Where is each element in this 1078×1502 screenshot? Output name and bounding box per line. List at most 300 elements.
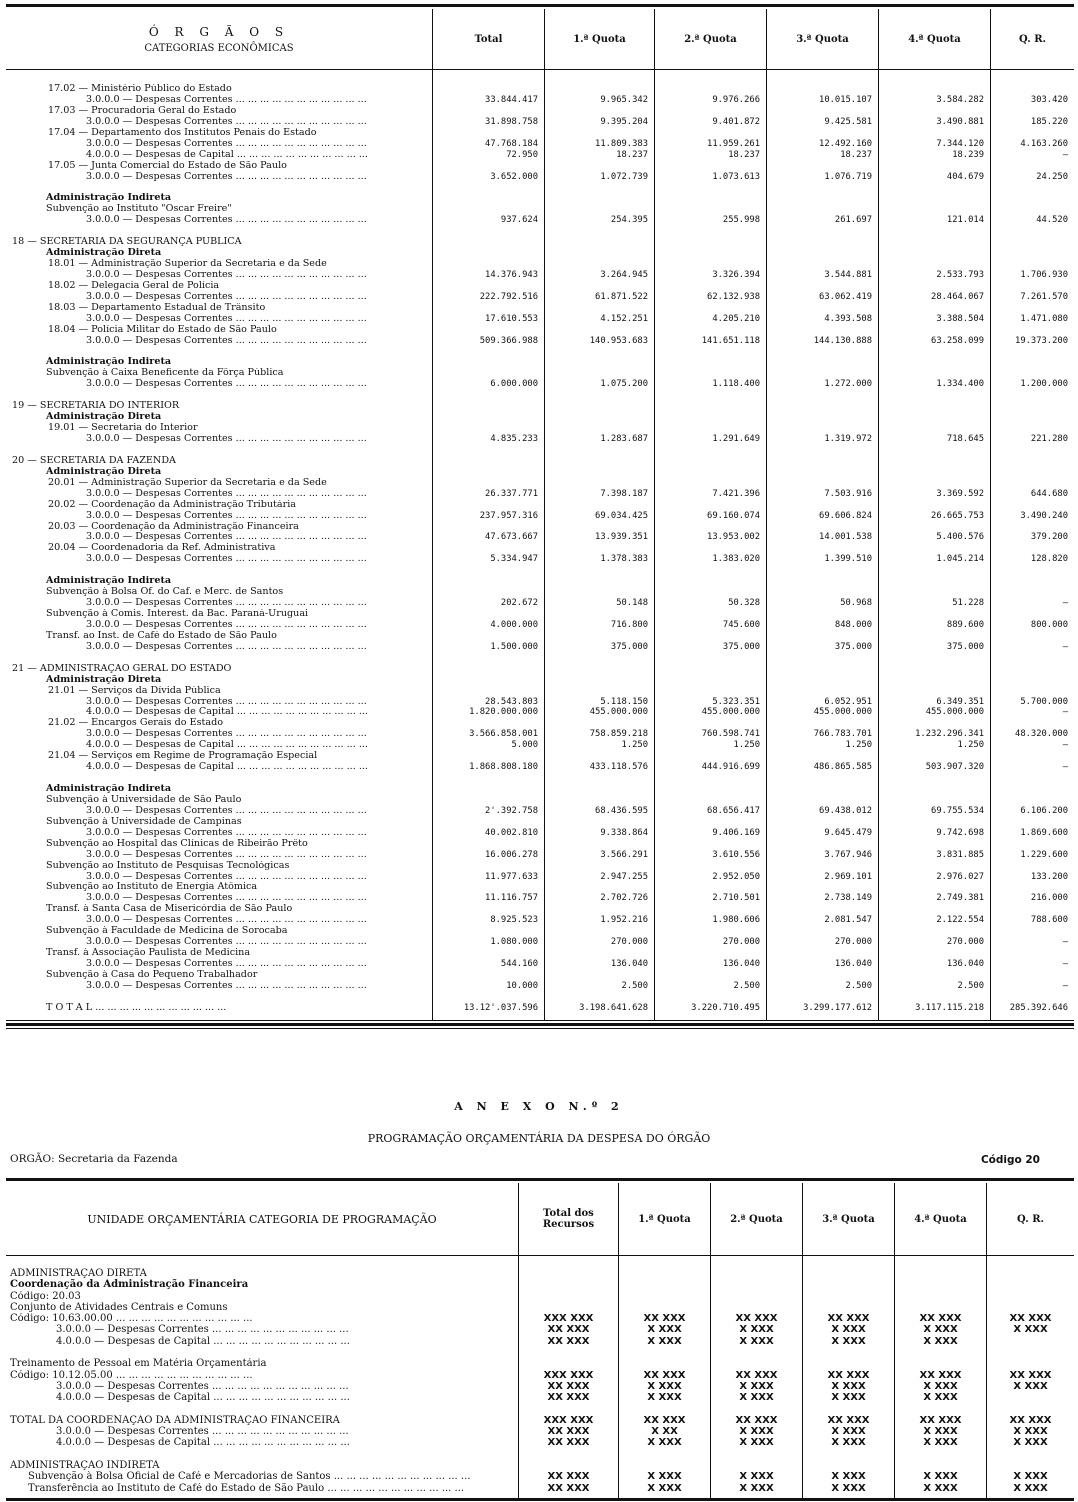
row-label	[6, 84, 432, 95]
program-value-cell: X XXX	[739, 1471, 774, 1483]
value-cell	[767, 248, 878, 259]
row-label	[6, 357, 432, 368]
value-cell	[655, 456, 766, 467]
leader-dots	[233, 697, 367, 707]
value-cell: 455.000.000	[925, 707, 984, 718]
program-row-label	[6, 1460, 518, 1471]
row-label	[6, 653, 432, 664]
program-value-cell: X XXX	[923, 1380, 958, 1392]
value-cell	[767, 861, 878, 872]
value-cell	[433, 182, 544, 193]
program-row-label	[6, 1268, 518, 1279]
value-cell	[767, 718, 878, 729]
value-cell: 9.742.698	[936, 827, 984, 838]
row-label	[6, 981, 432, 992]
value-cell	[433, 500, 544, 511]
value-cell: 28.543.803	[485, 696, 538, 707]
program-value-cell	[619, 1404, 710, 1415]
value-cell	[433, 817, 544, 828]
value-cell	[991, 445, 1074, 456]
value-cell	[655, 784, 766, 795]
value-cell: 5.000	[511, 740, 538, 751]
value-cell: —	[1062, 149, 1068, 160]
value-cell: 1.250	[733, 740, 760, 751]
value-cell	[655, 904, 766, 915]
value-cell	[991, 401, 1074, 412]
value-cell: 889.600	[946, 619, 984, 630]
row-label-text: Subvenção à Universidade de São Paulo	[46, 794, 242, 805]
row-label-text: 4.0.0.0 — Despesas de Capital	[86, 707, 234, 718]
row-label-text: 3.0.0.0 — Despesas Correntes	[86, 937, 233, 948]
value-cell	[655, 204, 766, 215]
value-cell: 375.000	[946, 641, 984, 652]
value-cell	[767, 281, 878, 292]
value-cell	[655, 576, 766, 587]
program-value-cell	[519, 1291, 618, 1302]
row-label-text: Subvenção à Comis. Interest. da Bac. Paraná-Uruguai	[46, 609, 309, 619]
row-label	[6, 500, 432, 511]
row-label	[6, 828, 432, 839]
value-cell	[545, 500, 654, 511]
value-cell: 455.000.000	[813, 707, 872, 718]
value-cell: 69.606.824	[819, 510, 872, 521]
row-label-text: 4.0.0.0 — Despesas de Capital	[86, 149, 234, 160]
value-cell: 1.250	[845, 740, 872, 751]
value-cell: 9.406.169	[712, 827, 760, 838]
program-row-label	[6, 1336, 518, 1347]
program-row-label	[6, 1302, 518, 1313]
value-cell: 221.280	[1030, 434, 1068, 444]
value-cell: 136.040	[610, 959, 648, 969]
leader-dots	[209, 1324, 349, 1335]
row-label-text: Subvenção ao Instituto de Energia Atômica	[46, 882, 258, 893]
column2-qr	[986, 1256, 1074, 1498]
program-value-cell: XX XXX	[1009, 1369, 1052, 1381]
row-label-text: 3.0.0.0 — Despesas Correntes	[86, 215, 233, 226]
value-cell	[767, 784, 878, 795]
value-cell	[655, 773, 766, 784]
value-cell	[879, 795, 990, 806]
value-cell: 1.250	[621, 740, 648, 751]
value-cell: 1.272.000	[824, 379, 872, 390]
row-label	[6, 281, 432, 292]
value-cell: 11.116.757	[485, 893, 538, 904]
value-cell: 13.953.002	[707, 532, 760, 543]
value-cell: 1.232.296.341	[915, 729, 984, 740]
leader-dots	[324, 1483, 464, 1494]
value-cell: 3.388.504	[936, 313, 984, 324]
value-cell	[545, 653, 654, 664]
value-cell	[545, 718, 654, 729]
program-row-label	[6, 1279, 518, 1290]
value-cell	[767, 565, 878, 576]
value-cell: 644.680	[1030, 488, 1068, 499]
row-label	[6, 686, 432, 697]
value-cell: 61.871.522	[595, 291, 648, 302]
value-cell: 13.939.351	[595, 532, 648, 543]
program-row-text: TOTAL DA COORDENAÇÃO DA ADMINISTRAÇÃO FINANCEIRA	[10, 1414, 340, 1426]
program-value-cell	[519, 1358, 618, 1369]
row-label	[6, 532, 432, 543]
value-cell	[545, 587, 654, 598]
annex-subtitle: PROGRAMAÇÃO ORÇAMENTÁRIA DA DESPESA DO ÓRGÃO	[367, 1132, 711, 1145]
value-cell	[545, 817, 654, 828]
value-cell: 24.250	[1036, 171, 1068, 182]
program-value-cell: X XXX	[831, 1426, 866, 1438]
value-cell	[879, 347, 990, 358]
row-label-text: 3.0.0.0 — Despesas Correntes	[86, 313, 233, 324]
value-cell: 10.015.107	[819, 94, 872, 105]
program-value-cell: X XXX	[647, 1392, 682, 1404]
row-label-text: 19.01 — Secretaria do Interior	[48, 423, 198, 434]
value-cell	[433, 784, 544, 795]
value-cell	[433, 357, 544, 368]
value-cell	[655, 522, 766, 533]
program-value-cell	[987, 1347, 1074, 1358]
value-cell	[545, 992, 654, 1003]
leader-dots	[233, 379, 367, 389]
value-cell	[545, 193, 654, 204]
program-value-cell: X XXX	[739, 1426, 774, 1438]
value-cell	[767, 675, 878, 686]
value-cell	[991, 84, 1074, 95]
row-label	[6, 336, 432, 347]
row-label	[6, 576, 432, 587]
value-cell	[879, 445, 990, 456]
row-label	[6, 817, 432, 828]
program-value-cell: X XXX	[831, 1437, 866, 1449]
program-value-cell: X XXX	[1013, 1324, 1048, 1336]
value-cell	[767, 839, 878, 850]
program-value-cell: X XXX	[647, 1437, 682, 1449]
value-cell: —	[1062, 980, 1068, 991]
row-label	[6, 467, 432, 478]
program-value-cell	[803, 1291, 894, 1302]
value-cell	[655, 795, 766, 806]
program-value-cell: X XXX	[1013, 1380, 1048, 1392]
value-cell: 136.040	[946, 959, 984, 969]
value-cell	[545, 325, 654, 336]
value-cell	[767, 631, 878, 642]
program-value-cell: XX XXX	[643, 1369, 686, 1381]
value-cell	[545, 576, 654, 587]
value-cell	[991, 226, 1074, 237]
value-cell	[767, 128, 878, 139]
column-total	[432, 70, 544, 1020]
program-value-cell	[895, 1460, 986, 1471]
value-cell	[879, 609, 990, 620]
value-cell	[433, 992, 544, 1003]
value-cell: 379.200	[1030, 532, 1068, 543]
value-cell: 18.237	[728, 149, 760, 160]
program-value-cell	[987, 1449, 1074, 1460]
row-label-text: 21.02 — Encargos Gerais do Estado	[48, 718, 223, 729]
row-label	[6, 882, 432, 893]
program-row-label	[6, 1392, 518, 1403]
program-value-cell	[803, 1279, 894, 1290]
program-value-cell: XX XXX	[1009, 1414, 1052, 1426]
value-cell: 1.319.972	[824, 434, 872, 444]
value-cell	[991, 576, 1074, 587]
value-cell	[433, 576, 544, 587]
value-cell: 8.925.523	[490, 915, 538, 926]
program-value-cell: XX XXX	[1009, 1313, 1052, 1325]
value-cell: 68.436.595	[595, 805, 648, 816]
value-cell	[545, 522, 654, 533]
leader-dots	[210, 1336, 350, 1347]
row-label-text: 18.03 — Departamento Estadual de Trânsito	[48, 302, 266, 313]
program-value-cell: X XXX	[831, 1324, 866, 1336]
value-cell	[991, 686, 1074, 697]
value-cell: 5.700.000	[1020, 696, 1068, 707]
value-cell: 26.665.753	[931, 510, 984, 521]
value-cell	[879, 193, 990, 204]
value-cell	[433, 675, 544, 686]
row-label-text: 3.0.0.0 — Despesas Correntes	[86, 849, 233, 860]
leader-dots	[233, 215, 367, 225]
value-cell	[879, 784, 990, 795]
value-cell: 140.953.683	[589, 335, 648, 346]
value-cell	[655, 423, 766, 434]
header-total-recursos: Total dos Recursos	[518, 1183, 618, 1255]
row-label-text: Subvenção à Universidade de Campinas	[46, 816, 242, 827]
value-cell: 3.566.291	[600, 849, 648, 860]
value-cell	[655, 390, 766, 401]
value-cell: —	[1062, 641, 1068, 652]
value-cell: 222.792.516	[479, 291, 538, 302]
program-row-text: Código: 10.63.00.00	[10, 1313, 113, 1325]
value-cell: 3.566.858.001	[469, 729, 538, 740]
value-cell	[545, 226, 654, 237]
value-cell	[879, 861, 990, 872]
value-cell: 11.959.261	[707, 138, 760, 149]
value-cell	[991, 106, 1074, 117]
value-cell	[545, 357, 654, 368]
row-label-text: Administração Direta	[46, 466, 162, 477]
value-cell: 3.767.946	[824, 849, 872, 860]
program-row-text: 3.0.0.0 — Despesas Correntes	[56, 1324, 209, 1336]
value-cell: 141.651.118	[701, 335, 760, 346]
program-value-cell	[711, 1347, 802, 1358]
program-value-cell	[987, 1268, 1074, 1279]
value-cell: 716.800	[610, 619, 648, 630]
row-label-text: Transf. ao Inst. de Café do Estado de São Paulo	[46, 630, 277, 641]
program-value-cell	[803, 1460, 894, 1471]
value-cell	[991, 839, 1074, 850]
value-cell	[545, 882, 654, 893]
value-cell	[991, 675, 1074, 686]
row-label	[6, 893, 432, 904]
program-value-cell	[619, 1460, 710, 1471]
value-cell: 7.398.187	[600, 488, 648, 499]
value-cell	[545, 948, 654, 959]
value-cell: 760.598.741	[701, 729, 760, 740]
program-value-cell: XX XXX	[735, 1414, 778, 1426]
program-value-cell: X XXX	[1013, 1471, 1048, 1483]
value-cell	[545, 423, 654, 434]
row-label	[6, 565, 432, 576]
value-cell	[655, 970, 766, 981]
value-cell	[545, 675, 654, 686]
value-cell	[655, 467, 766, 478]
value-cell: 2.969.101	[824, 871, 872, 882]
value-cell: 9.976.266	[712, 94, 760, 105]
value-cell	[991, 784, 1074, 795]
leader-dots	[113, 1313, 253, 1324]
value-cell: 14.001.538	[819, 532, 872, 543]
row-label-text: Administração Indireta	[46, 357, 172, 368]
value-cell: 2.976.027	[936, 871, 984, 882]
program-value-cell	[619, 1291, 710, 1302]
leader-dots	[233, 292, 367, 302]
value-cell	[991, 751, 1074, 762]
value-cell	[991, 325, 1074, 336]
program-value-cell: X XXX	[831, 1380, 866, 1392]
value-cell: 1.073.613	[712, 171, 760, 182]
row-label-text: Subvenção ao Instituto de Pesquisas Tecnológicas	[46, 860, 290, 871]
program-value-cell: XX XXX	[547, 1324, 590, 1336]
value-cell	[655, 248, 766, 259]
value-cell	[433, 543, 544, 554]
row-label-text: 21 — ADMINISTRAÇÃO GERAL DO ESTADO	[12, 663, 232, 674]
value-cell	[991, 161, 1074, 172]
leader-dots	[233, 828, 367, 838]
row-label	[6, 707, 432, 718]
row-label-text: 3.0.0.0 — Despesas Correntes	[86, 871, 233, 882]
row-label-text: 3.0.0.0 — Despesas Correntes	[86, 729, 233, 740]
row-label	[6, 795, 432, 806]
row-label	[6, 904, 432, 915]
program-value-cell: XXX XXX	[543, 1313, 594, 1325]
value-cell	[991, 281, 1074, 292]
value-cell	[655, 664, 766, 675]
value-cell: 7.261.570	[1020, 291, 1068, 302]
program-value-cell	[987, 1279, 1074, 1290]
value-cell	[655, 609, 766, 620]
value-cell: 848.000	[834, 619, 872, 630]
value-cell	[879, 587, 990, 598]
program-row-label	[6, 1381, 518, 1392]
program-value-cell	[519, 1460, 618, 1471]
value-cell: 455.000.000	[589, 707, 648, 718]
value-cell	[433, 390, 544, 401]
program-value-cell: XXX XXX	[543, 1369, 594, 1381]
value-cell: 185.220	[1030, 116, 1068, 127]
table2-body	[6, 1256, 1074, 1498]
value-cell	[991, 543, 1074, 554]
program-value-cell	[803, 1347, 894, 1358]
row-label	[6, 543, 432, 554]
organ-label: ORGÃO: Secretaria da Fazenda	[10, 1153, 178, 1165]
program-value-cell	[895, 1302, 986, 1313]
value-cell	[545, 543, 654, 554]
row-label-text: 3.0.0.0 — Despesas Correntes	[86, 696, 233, 707]
row-label	[6, 970, 432, 981]
leader-dots	[233, 336, 367, 346]
program-value-cell: X XXX	[739, 1335, 774, 1347]
program-value-cell: X XXX	[923, 1426, 958, 1438]
row-label	[6, 150, 432, 161]
value-cell	[767, 347, 878, 358]
program-value-cell: X XXX	[923, 1335, 958, 1347]
value-cell	[655, 500, 766, 511]
value-cell	[879, 664, 990, 675]
row-label	[6, 379, 432, 390]
value-cell: 1.500.000	[490, 641, 538, 652]
row-label	[6, 489, 432, 500]
value-cell: 144.130.888	[813, 335, 872, 346]
value-cell: 72.950	[506, 149, 538, 160]
leader-dots	[234, 762, 368, 772]
value-cell	[433, 653, 544, 664]
value-cell: 2.500	[957, 980, 984, 991]
value-cell	[879, 500, 990, 511]
value-cell	[433, 325, 544, 336]
value-cell	[433, 456, 544, 467]
value-cell	[767, 500, 878, 511]
value-cell	[767, 609, 878, 620]
column2-quota-3	[802, 1256, 894, 1498]
value-cell: 47.673.667	[485, 532, 538, 543]
value-cell: —	[1062, 762, 1068, 773]
value-cell	[767, 751, 878, 762]
value-cell: 270.000	[834, 937, 872, 948]
value-cell	[545, 128, 654, 139]
value-cell: 404.679	[946, 171, 984, 182]
row-label-text: 3.0.0.0 — Despesas Correntes	[86, 434, 233, 444]
value-cell	[991, 795, 1074, 806]
value-cell: 3.652.000	[490, 171, 538, 182]
value-cell	[545, 478, 654, 489]
program-row-label	[6, 1404, 518, 1415]
leader-dots	[233, 172, 367, 182]
value-cell	[545, 303, 654, 314]
value-cell: 3.264.945	[600, 269, 648, 280]
value-cell: 1.869.600	[1020, 827, 1068, 838]
leader-dots	[209, 1381, 349, 1392]
value-cell	[655, 401, 766, 412]
value-cell	[545, 664, 654, 675]
program-value-cell: X XXX	[739, 1324, 774, 1336]
leader-dots	[233, 511, 367, 521]
value-cell: 1.072.739	[600, 171, 648, 182]
header2-quota-3: 3.ª Quota	[802, 1183, 894, 1255]
value-cell	[991, 412, 1074, 423]
program-value-cell: XX XXX	[547, 1471, 590, 1483]
program-value-cell	[803, 1358, 894, 1369]
program-value-cell	[619, 1268, 710, 1279]
value-cell	[655, 948, 766, 959]
value-cell: 455.000.000	[701, 707, 760, 718]
program-value-cell	[711, 1302, 802, 1313]
value-cell	[879, 281, 990, 292]
value-cell: 9.965.342	[600, 94, 648, 105]
value-cell	[655, 325, 766, 336]
value-cell	[879, 303, 990, 314]
program-value-cell	[711, 1268, 802, 1279]
header-unidade: UNIDADE ORÇAMENTÁRIA CATEGORIA DE PROGRAMAÇÃO	[87, 1212, 437, 1226]
value-cell: 2.749.381	[936, 893, 984, 904]
row-label-text: 17.04 — Departamento dos Institutos Penais do Estado	[48, 127, 317, 138]
value-cell	[655, 882, 766, 893]
value-cell	[545, 839, 654, 850]
value-cell: 44.520	[1036, 215, 1068, 226]
value-cell: 136.040	[722, 959, 760, 969]
value-cell	[879, 904, 990, 915]
value-cell	[655, 861, 766, 872]
value-cell: 47.768.184	[485, 138, 538, 149]
program-row-label	[6, 1437, 518, 1448]
